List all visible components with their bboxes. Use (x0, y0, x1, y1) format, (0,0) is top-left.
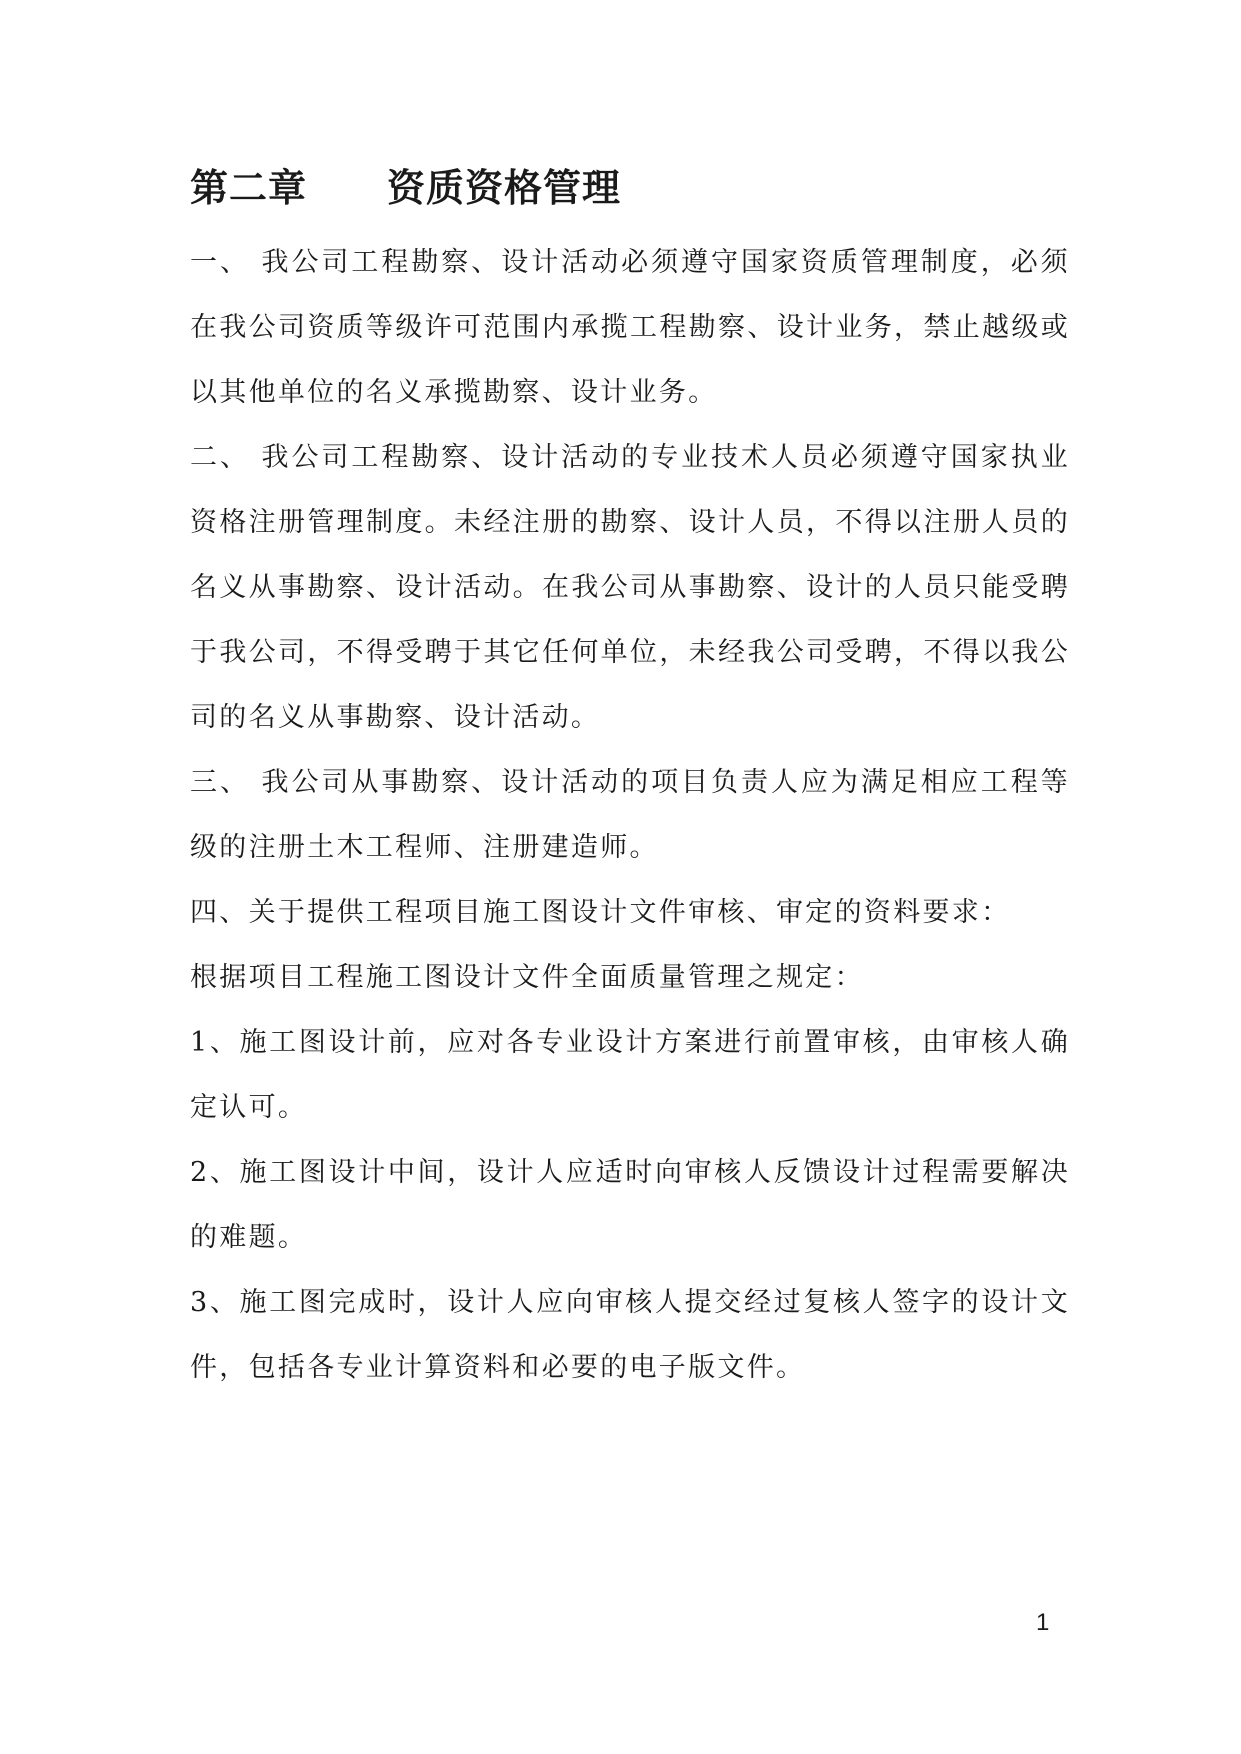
paragraph-item-2: 2、施工图设计中间，设计人应适时向审核人反馈设计过程需要解决的难题。 (190, 1157, 1070, 1253)
paragraph-clause-3: 三、 我公司从事勘察、设计活动的项目负责人应为满足相应工程等级的注册土木工程师、注册建造师。 (190, 767, 1070, 863)
page-number: 1 (1036, 1609, 1050, 1636)
paragraph-clause-1: 一、 我公司工程勘察、设计活动必须遵守国家资质管理制度，必须在我公司资质等级许可范围内承揽工程勘察、设计业务，禁止越级或以其他单位的名义承揽勘察、设计业务。 (190, 247, 1070, 408)
page-content (190, 160, 1070, 1400)
paragraph-clause-4: 四、关于提供工程项目施工图设计文件审核、审定的资料要求： (190, 897, 1011, 928)
chapter-title: 资质资格管理 (387, 165, 622, 210)
paragraph-intro: 根据项目工程施工图设计文件全面质量管理之规定： (190, 962, 864, 993)
chapter-number: 第二章 (190, 165, 308, 210)
paragraph-clause-2: 二、 我公司工程勘察、设计活动的专业技术人员必须遵守国家执业资格注册管理制度。未经注册的勘察、设计人员，不得以注册人员的名义从事勘察、设计活动。在我公司从事勘察、设计的人员只能受聘于我公司，不得受聘于其它任何单位，未经我公司受聘，不得以我公司的名义从事勘察、设计活动。 (190, 442, 1070, 733)
chapter-heading (190, 160, 1070, 216)
paragraph-item-1: 1、施工图设计前，应对各专业设计方案进行前置审核，由审核人确定认可。 (190, 1027, 1070, 1123)
paragraph-item-3: 3、施工图完成时，设计人应向审核人提交经过复核人签字的设计文件，包括各专业计算资料和必要的电子版文件。 (190, 1287, 1070, 1383)
